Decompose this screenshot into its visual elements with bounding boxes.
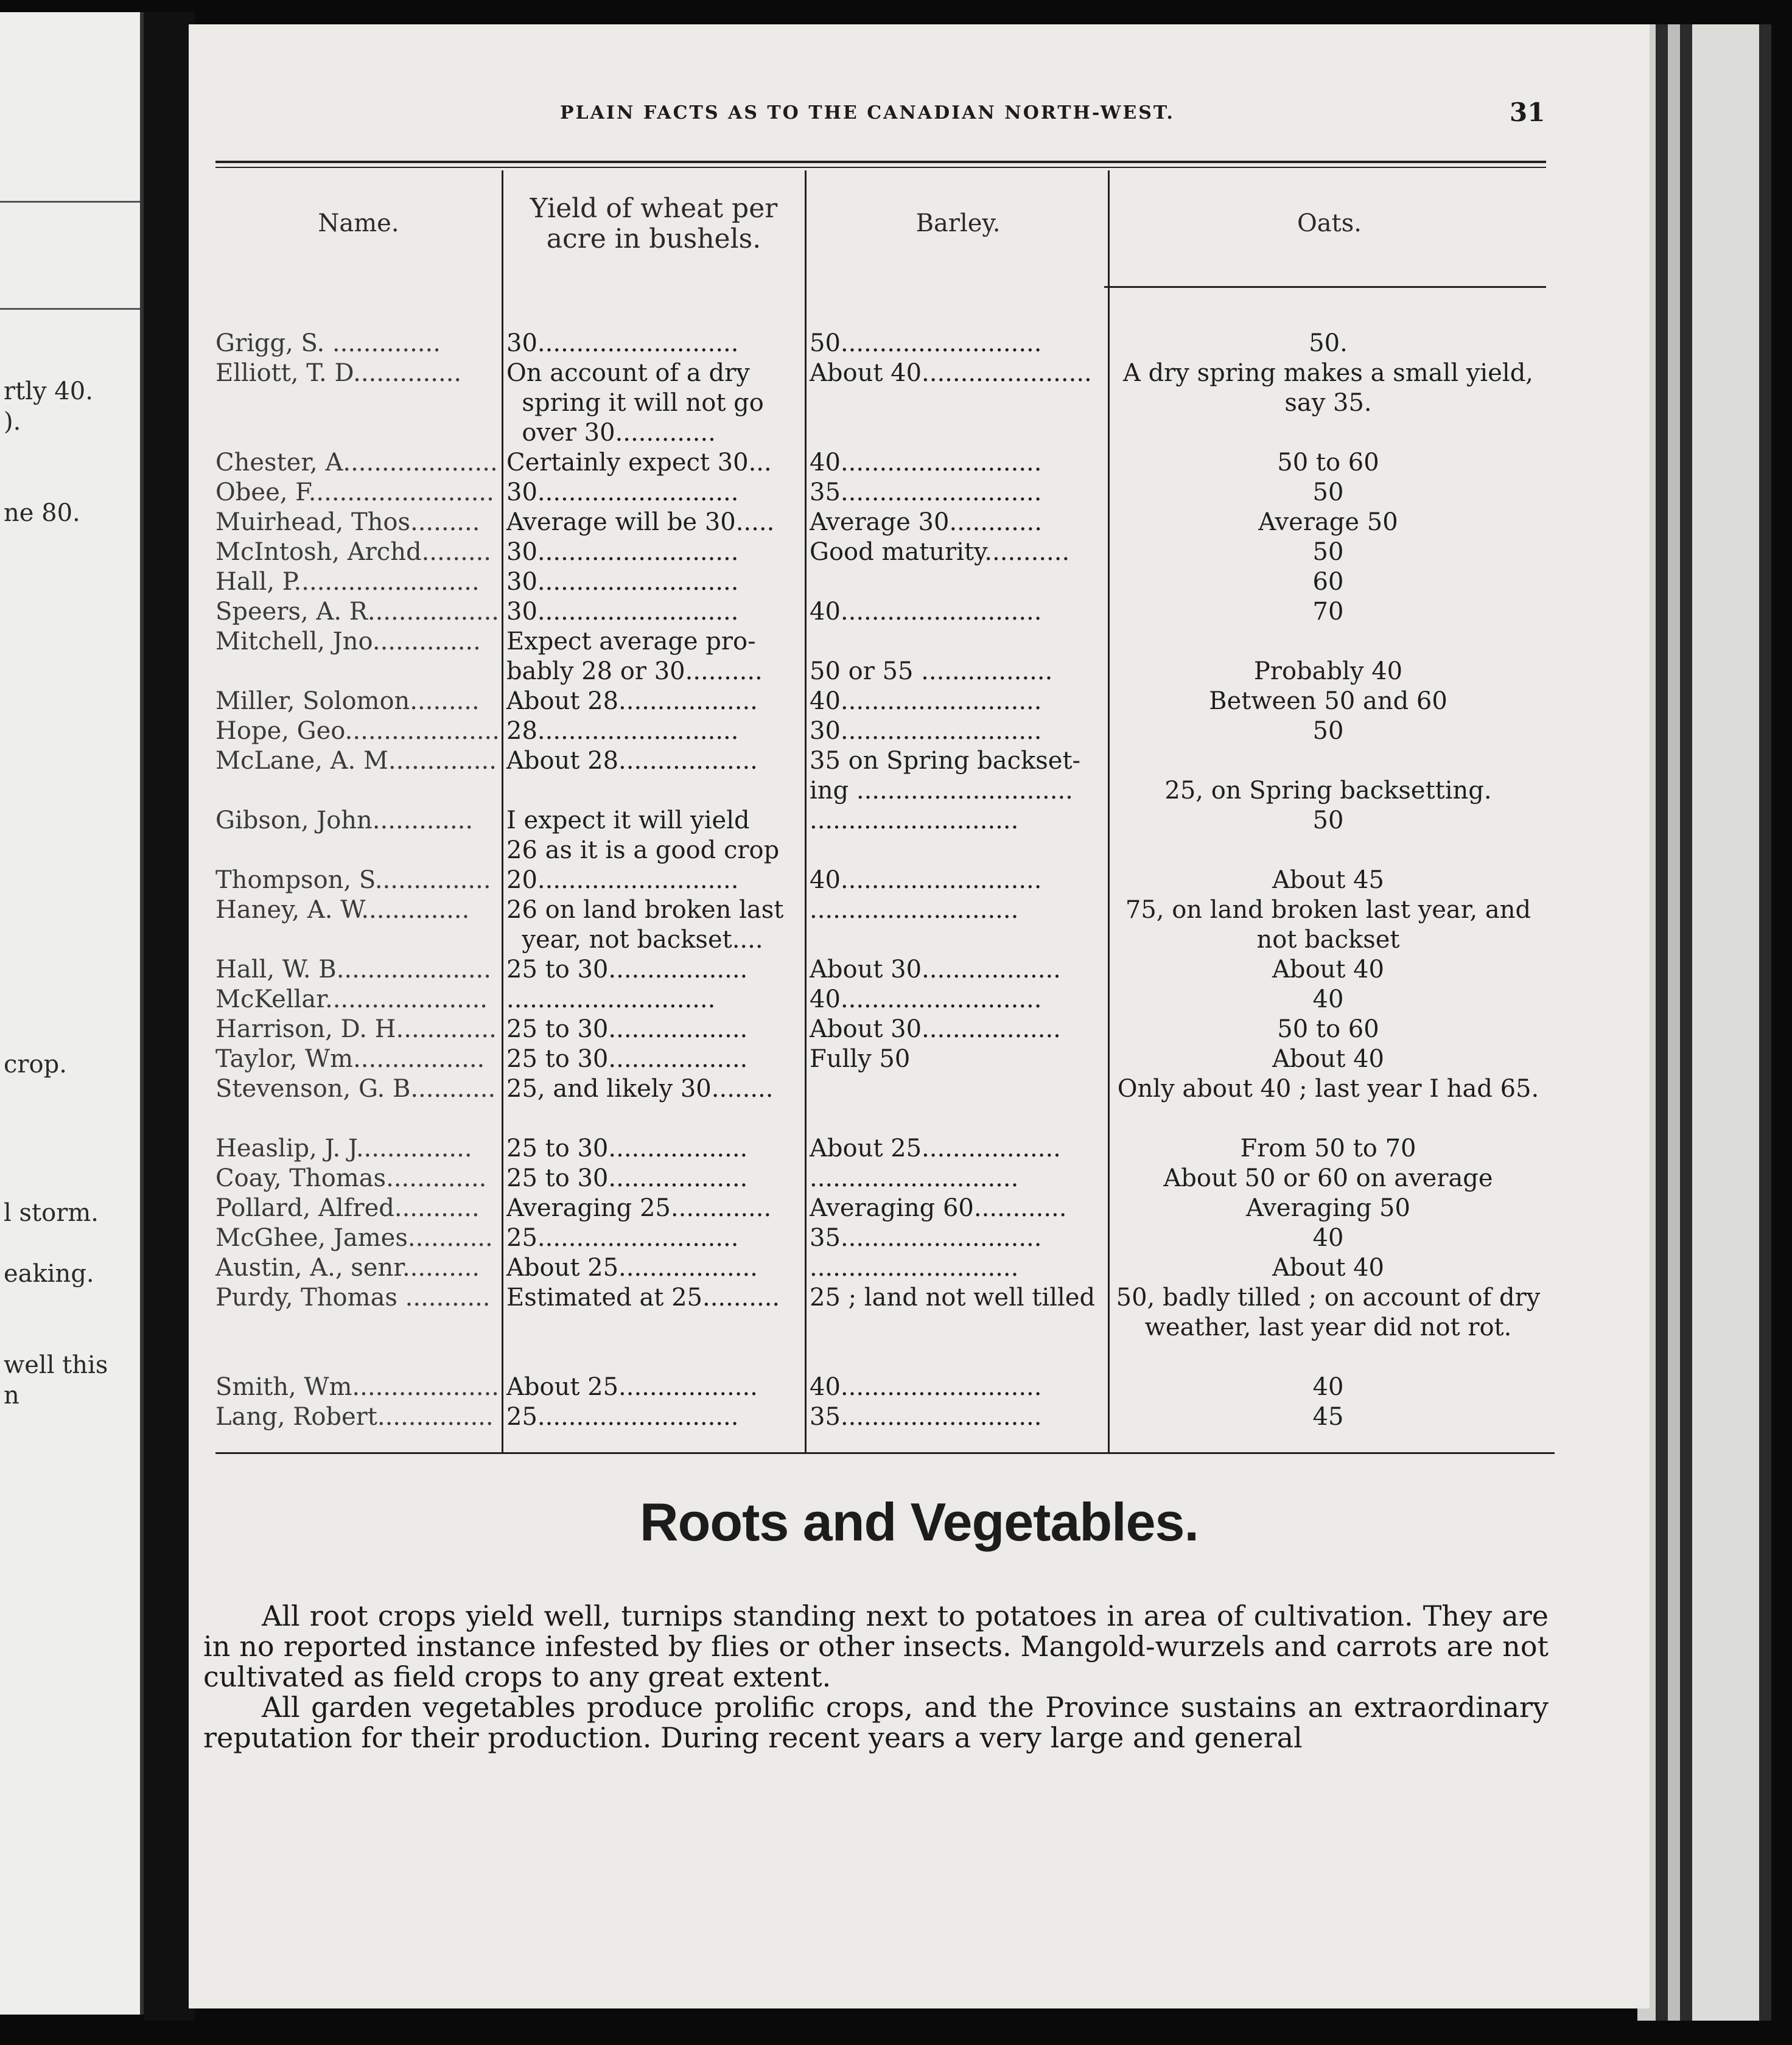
divider xyxy=(215,161,1546,163)
cell-wheat: year, not backset.... xyxy=(506,926,763,954)
cell-name: McLane, A. M.............. xyxy=(215,747,497,775)
cell-name: Mitchell, Jno.............. xyxy=(215,627,481,655)
facing-page-fragment: rtly 40. xyxy=(4,377,93,405)
cell-wheat: 30.......................... xyxy=(506,329,739,357)
cell-barley: 40.......................... xyxy=(810,598,1042,626)
cell-oats: Only about 40 ; last year I had 65. xyxy=(1117,1075,1539,1103)
cell-name: Purdy, Thomas ........... xyxy=(215,1284,491,1312)
cell-name: Lang, Robert............... xyxy=(215,1403,494,1431)
header-underline xyxy=(1104,286,1546,288)
cell-barley: ........................... xyxy=(810,806,1019,834)
cell-oats: 50 to 60 xyxy=(1277,449,1379,477)
cell-name: Heaslip, J. J............... xyxy=(215,1134,472,1162)
section-body xyxy=(203,1601,1549,1753)
cell-barley: ........................... xyxy=(810,896,1019,924)
cell-wheat: 25 to 30.................. xyxy=(506,956,748,984)
cell-name: Haney, A. W.............. xyxy=(215,896,470,924)
cell-wheat: 30.......................... xyxy=(506,538,739,566)
cell-barley: 40.......................... xyxy=(810,449,1042,477)
cell-barley: ing ............................ xyxy=(810,777,1073,805)
crop-yield-table xyxy=(215,170,1546,1455)
cell-oats: 25, on Spring backsetting. xyxy=(1164,777,1492,805)
cell-oats: 50 xyxy=(1312,478,1344,506)
cell-name: Austin, A., senr.......... xyxy=(215,1254,480,1282)
cell-barley: About 25.................. xyxy=(810,1134,1061,1162)
facing-page-fragment: ). xyxy=(4,408,21,436)
column-divider xyxy=(502,170,503,1452)
cell-wheat: Averaging 25............. xyxy=(506,1194,772,1222)
cell-barley: 40.......................... xyxy=(810,1373,1042,1401)
divider xyxy=(0,308,140,310)
cell-wheat: 25, and likely 30........ xyxy=(506,1075,774,1103)
cell-wheat: 26 as it is a good crop xyxy=(506,836,780,864)
cell-oats: 50 to 60 xyxy=(1277,1015,1379,1043)
cell-barley: About 30.................. xyxy=(810,1015,1061,1043)
cell-oats: 75, on land broken last year, and not backset xyxy=(1125,896,1531,954)
cell-wheat: About 25.................. xyxy=(506,1254,758,1282)
cell-barley: Average 30............ xyxy=(810,508,1042,536)
cell-wheat: 25 to 30.................. xyxy=(506,1164,748,1192)
cell-barley: About 30.................. xyxy=(810,956,1061,984)
cell-wheat: 30.......................... xyxy=(506,598,739,626)
paragraph: All garden vegetables produce prolific crops, and the Province sustains an extraordinary reputation for their production. During recent years a very large and general xyxy=(203,1691,1549,1754)
cell-wheat: About 28.................. xyxy=(506,687,758,715)
cell-name: Miller, Solomon......... xyxy=(215,687,480,715)
column-header-wheat: Yield of wheat per acre in bushels. xyxy=(530,193,778,254)
facing-page-fragment: ne 80. xyxy=(4,499,80,527)
cell-oats: Between 50 and 60 xyxy=(1209,687,1447,715)
cell-barley: ........................... xyxy=(810,1254,1019,1282)
cell-wheat: bably 28 or 30.......... xyxy=(506,657,763,685)
cell-oats: About 45 xyxy=(1272,866,1385,894)
column-header-name: Name. xyxy=(318,209,399,237)
facing-page-fragment: eaking. xyxy=(4,1260,94,1288)
cell-wheat: Certainly expect 30... xyxy=(506,449,772,477)
cell-barley: 40.......................... xyxy=(810,866,1042,894)
cell-wheat: I expect it will yield xyxy=(506,806,750,834)
cell-barley: 40.......................... xyxy=(810,985,1042,1013)
cell-wheat: 26 on land broken last xyxy=(506,896,784,924)
cell-name: Pollard, Alfred........... xyxy=(215,1194,480,1222)
document-page xyxy=(189,24,1650,2008)
cell-wheat: About 25.................. xyxy=(506,1373,758,1401)
divider xyxy=(215,167,1546,168)
cell-name: Grigg, S. .............. xyxy=(215,329,441,357)
cell-oats: 50, badly tilled ; on account of dry weather, last year did not rot. xyxy=(1116,1284,1541,1341)
cell-oats: 50 xyxy=(1312,717,1344,745)
cell-wheat: 25.......................... xyxy=(506,1224,739,1252)
cell-barley: 50 or 55 ................. xyxy=(810,657,1053,685)
cell-oats: A dry spring makes a small yield, say 35. xyxy=(1122,359,1534,417)
cell-barley: 35.......................... xyxy=(810,1403,1042,1431)
cell-name: Chester, A.................... xyxy=(215,449,498,477)
running-title: PLAIN FACTS AS TO THE CANADIAN NORTH-WEST. xyxy=(560,102,1175,124)
cell-oats: 50 xyxy=(1312,538,1344,566)
column-header-oats: Oats. xyxy=(1297,209,1362,237)
running-head xyxy=(189,97,1650,139)
cell-oats: About 40 xyxy=(1272,1254,1385,1282)
cell-barley: 35.......................... xyxy=(810,1224,1042,1252)
cell-wheat: spring it will not go xyxy=(506,389,764,417)
cell-name: Obee, F........................ xyxy=(215,478,494,506)
cell-oats: About 50 or 60 on average xyxy=(1163,1164,1493,1192)
cell-oats: Average 50 xyxy=(1258,508,1398,536)
column-header-barley: Barley. xyxy=(915,209,1001,237)
cell-wheat: Estimated at 25.......... xyxy=(506,1284,780,1312)
cell-oats: 60 xyxy=(1312,568,1344,596)
cell-wheat: 28.......................... xyxy=(506,717,739,745)
cell-wheat: 25.......................... xyxy=(506,1403,739,1431)
cell-wheat: 25 to 30.................. xyxy=(506,1015,748,1043)
cell-barley: Fully 50 xyxy=(810,1045,911,1073)
cell-name: Hall, W. B.................... xyxy=(215,956,491,984)
facing-page-fragment: l storm. xyxy=(4,1199,99,1227)
cell-oats: 50. xyxy=(1309,329,1348,357)
cell-oats: About 40 xyxy=(1272,956,1385,984)
cell-name: Gibson, John............. xyxy=(215,806,474,834)
cell-name: Smith, Wm................... xyxy=(215,1373,500,1401)
cell-wheat: 25 to 30.................. xyxy=(506,1045,748,1073)
cell-name: McGhee, James........... xyxy=(215,1224,493,1252)
divider xyxy=(0,201,140,203)
cell-barley: 40.......................... xyxy=(810,687,1042,715)
cell-name: Taylor, Wm................. xyxy=(215,1045,485,1073)
cell-barley: 30.......................... xyxy=(810,717,1042,745)
book-gutter xyxy=(144,12,195,2021)
cell-barley: 25 ; land not well tilled xyxy=(810,1284,1096,1312)
page-number: 31 xyxy=(1510,97,1545,127)
cell-barley: 50.......................... xyxy=(810,329,1042,357)
cell-oats: 40 xyxy=(1312,1373,1344,1401)
facing-page-fragment: n xyxy=(4,1382,19,1410)
facing-page xyxy=(0,12,144,2015)
cell-wheat: 25 to 30.................. xyxy=(506,1134,748,1162)
cell-name: Speers, A. R................. xyxy=(215,598,500,626)
cell-oats: About 40 xyxy=(1272,1045,1385,1073)
table-bottom-rule xyxy=(215,1452,1555,1454)
cell-oats: Averaging 50 xyxy=(1246,1194,1410,1222)
cell-wheat: Average will be 30..... xyxy=(506,508,775,536)
cell-wheat: On account of a dry xyxy=(506,359,750,387)
cell-wheat: 20.......................... xyxy=(506,866,739,894)
cell-name: McIntosh, Archd......... xyxy=(215,538,492,566)
cell-wheat: over 30............. xyxy=(506,419,716,447)
cell-oats: 40 xyxy=(1312,985,1344,1013)
cell-oats: Probably 40 xyxy=(1253,657,1403,685)
cell-name: Hope, Geo.................... xyxy=(215,717,500,745)
column-divider xyxy=(1108,170,1110,1452)
cell-wheat: 30.......................... xyxy=(506,478,739,506)
page-edges xyxy=(1637,24,1771,2021)
cell-barley: 35 on Spring backset- xyxy=(810,747,1081,775)
cell-oats: 45 xyxy=(1312,1403,1344,1431)
cell-name: Elliott, T. D.............. xyxy=(215,359,462,387)
cell-oats: 40 xyxy=(1312,1224,1344,1252)
section-heading: Roots and Vegetables. xyxy=(640,1492,1199,1552)
cell-name: McKellar..................... xyxy=(215,985,488,1013)
facing-page-fragment: well this xyxy=(4,1351,108,1379)
cell-wheat: About 28.................. xyxy=(506,747,758,775)
cell-barley: About 40...................... xyxy=(810,359,1092,387)
column-divider xyxy=(805,170,807,1452)
cell-wheat: ........................... xyxy=(506,985,716,1013)
cell-name: Stevenson, G. B........... xyxy=(215,1075,496,1103)
cell-name: Hall, P........................ xyxy=(215,568,480,596)
cell-barley: Averaging 60............ xyxy=(810,1194,1067,1222)
cell-barley: ........................... xyxy=(810,1164,1019,1192)
cell-oats: 70 xyxy=(1312,598,1344,626)
cell-name: Muirhead, Thos......... xyxy=(215,508,480,536)
cell-wheat: Expect average pro- xyxy=(506,627,756,655)
cell-wheat: 30.......................... xyxy=(506,568,739,596)
cell-name: Thompson, S............... xyxy=(215,866,491,894)
cell-name: Harrison, D. H............. xyxy=(215,1015,497,1043)
cell-barley: Good maturity........... xyxy=(810,538,1070,566)
facing-page-fragment: crop. xyxy=(4,1050,67,1078)
paragraph: All root crops yield well, turnips standing next to potatoes in area of cultivation. They are in no reported instance infested by flies or other insects. Mangold-wurzels and carrots are not cultivated as field crops to any great extent. xyxy=(203,1599,1549,1693)
cell-barley: 35.......................... xyxy=(810,478,1042,506)
cell-oats: From 50 to 70 xyxy=(1240,1134,1416,1162)
cell-name: Coay, Thomas............. xyxy=(215,1164,487,1192)
cell-oats: 50 xyxy=(1312,806,1344,834)
